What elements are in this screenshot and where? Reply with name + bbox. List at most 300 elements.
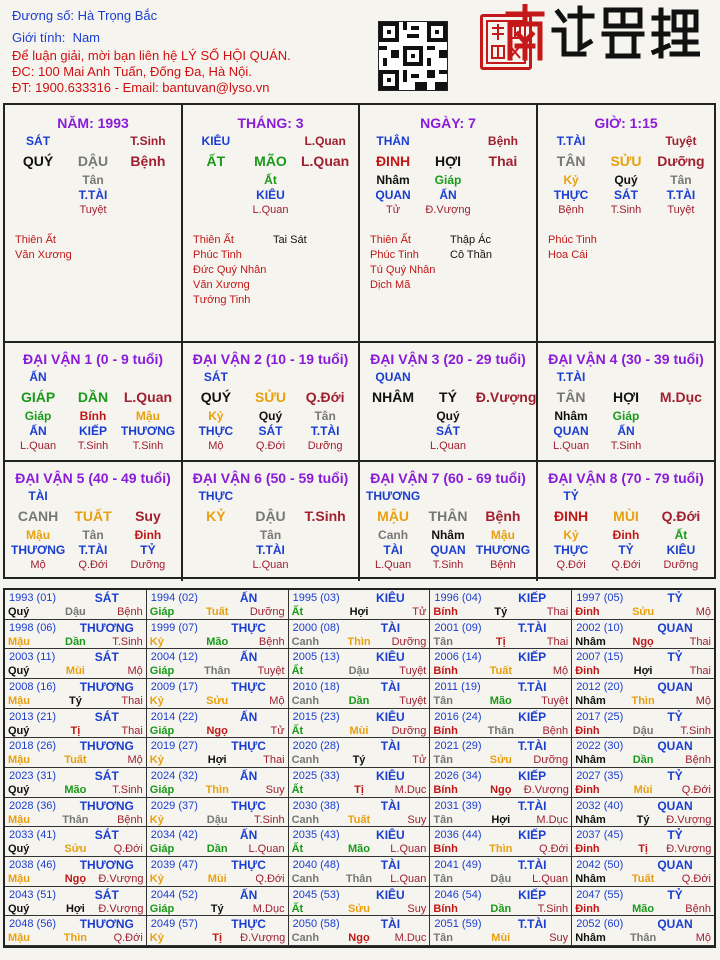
pillar-title: THÁNG: 3 (237, 115, 304, 131)
year-branch: Mão (489, 694, 512, 707)
pillar-top-row (5, 134, 181, 149)
dai-van-hidden-god (654, 424, 708, 439)
year-god: SÁT (94, 650, 119, 665)
year-detail (430, 931, 571, 945)
dai-van-hidden-god: T.TÀI (310, 424, 340, 438)
year-cell (430, 798, 572, 828)
year-head (289, 621, 430, 635)
dai-van-hidden-god: TÀI (383, 543, 403, 557)
star-bad (273, 278, 353, 293)
year-cell (147, 709, 289, 739)
qr-code-icon[interactable] (378, 21, 448, 91)
dai-van-hidden-stem: Tân (259, 528, 282, 542)
year-branch: Mão (64, 783, 87, 796)
year-cell (289, 916, 431, 946)
pillar-god-row (183, 188, 358, 203)
year-branch: Ngọ (490, 783, 512, 796)
year-branch: Thìn (63, 932, 87, 945)
dai-van-8 (538, 462, 714, 581)
year-stem: Đinh (575, 783, 600, 796)
pillar-main-row (360, 152, 536, 170)
dai-van-main-cell: SỬU (254, 389, 287, 405)
year-head (5, 591, 146, 605)
star-good: Thiên Ất (15, 234, 56, 246)
year-branch: Mùi (207, 872, 227, 885)
year-stem: Nhâm (575, 872, 606, 885)
year-label: 1994 (02) (150, 592, 198, 604)
year-state: Tuyệt (399, 694, 427, 707)
dai-van-main-row (360, 388, 536, 406)
year-cell (147, 798, 289, 828)
year-head (147, 621, 288, 635)
dai-van-main-cell: T.Sinh (304, 508, 346, 524)
dai-van-hidden-god: THƯƠNG (475, 543, 531, 557)
dai-van-7 (360, 462, 538, 581)
year-label: 2042 (50) (576, 858, 624, 871)
year-head (5, 650, 146, 664)
year-cell (572, 620, 714, 650)
year-stem: Canh (291, 872, 320, 885)
year-god: THỰC (231, 798, 266, 813)
phone-email-line[interactable]: ĐT: 1900.633316 - Email: bantuvan@lyso.vn (12, 80, 270, 95)
year-label: 2039 (47) (150, 858, 198, 871)
year-god: ẤN (239, 768, 258, 783)
year-cell (5, 798, 147, 828)
year-god: TỶ (667, 887, 683, 902)
year-state: Thai (689, 665, 711, 678)
year-label: 2044 (52) (150, 888, 198, 901)
year-state: L.Quan (390, 872, 427, 885)
year-stem: Quý (8, 843, 30, 856)
dai-van-hidden-row (183, 528, 358, 543)
year-branch: Mão (206, 635, 229, 648)
year-state: Dưỡng (391, 724, 427, 737)
year-stem: Ất (291, 783, 304, 796)
dai-van-main-row (5, 388, 181, 406)
star-bad (628, 248, 708, 263)
year-state: Q.Đới (255, 872, 285, 885)
dai-van-main-cell: Q.Đới (305, 389, 345, 405)
year-detail (289, 902, 430, 916)
pillar-main-cell: TÂN (556, 153, 586, 169)
pillar-state (11, 203, 65, 217)
year-cell (147, 887, 289, 917)
year-detail (5, 605, 146, 619)
year-branch: Tý (68, 694, 82, 707)
star-good: Thiên Ất (193, 234, 234, 246)
dai-van-main-cell: MÙI (613, 508, 639, 524)
pillar-state: Đ.Vượng (425, 204, 471, 216)
year-state: Q.Đới (681, 872, 711, 885)
year-detail (572, 872, 714, 886)
dai-van-3 (360, 343, 538, 462)
year-branch: Tý (352, 754, 366, 767)
year-god: TỶ (667, 591, 683, 605)
dai-van-6 (183, 462, 360, 581)
year-label: 2015 (23) (292, 710, 340, 723)
year-cell (572, 916, 714, 946)
pillar-main-row (538, 152, 714, 170)
dai-van-state: T.Sinh (610, 440, 642, 452)
dai-van-title: ĐẠI VẬN 3 (20 - 29 tuổi) (370, 351, 526, 367)
pillar-top-cell (421, 134, 475, 149)
dai-van-state-row (5, 558, 181, 572)
year-cell (430, 620, 572, 650)
year-god: THƯƠNG (79, 857, 134, 872)
dai-van-main-cell: Bệnh (485, 508, 521, 524)
year-cell (430, 679, 572, 709)
pillar-main-cell: Thai (488, 153, 518, 169)
star-row (193, 248, 353, 263)
dai-van-hidden-row (183, 409, 358, 424)
pillar-state (189, 203, 243, 217)
star-good: Đức Quý Nhân (193, 264, 267, 276)
pillar-top-cell: T.TÀI (556, 134, 586, 148)
year-label: 2005 (13) (292, 651, 340, 664)
dai-van-hidden-god: ẤN (29, 424, 47, 438)
star-bad (450, 278, 530, 293)
year-label: 2026 (34) (434, 769, 482, 782)
dai-van-2 (183, 343, 360, 462)
year-stem: Giáp (149, 665, 175, 678)
pillar-god-row (538, 188, 714, 203)
star-good: Tú Quý Nhân (370, 264, 436, 276)
year-god: T.TÀI (517, 917, 547, 932)
dai-van-hidden-stem: Mậu (135, 409, 160, 423)
year-god: T.TÀI (517, 739, 547, 754)
year-state: T.Sinh (112, 783, 143, 796)
dai-van-hidden-stem: Bính (79, 409, 107, 423)
year-state: Thai (546, 635, 569, 648)
pillar-hidden-stem: Ất (264, 173, 277, 187)
year-detail (289, 842, 430, 856)
year-state: M.Dục (394, 783, 427, 796)
year-detail (147, 664, 288, 678)
year-label: 1998 (06) (9, 621, 57, 634)
year-stem: Mậu (8, 872, 30, 885)
year-state: M.Dục (252, 902, 285, 915)
year-label: 2002 (10) (576, 621, 624, 634)
year-detail (5, 813, 146, 827)
year-stem: Nhâm (575, 813, 606, 826)
dai-van-god-row (538, 424, 714, 439)
year-branch: Dậu (65, 606, 86, 618)
pillar-top-cell: T.Sinh (130, 134, 166, 148)
dai-van-hidden-god: SÁT (435, 424, 460, 438)
year-god: THỰC (231, 620, 266, 635)
dai-van-hidden-row (360, 528, 536, 543)
year-god: KIÊU (376, 650, 405, 665)
year-god: QUAN (657, 798, 693, 813)
pillar-state: Tuyệt (667, 204, 695, 216)
pillar-state (298, 203, 352, 217)
year-god: THỰC (231, 917, 266, 932)
dai-van-top-row (538, 370, 714, 385)
year-stem: Kỷ (149, 754, 164, 767)
year-state: L.Quan (532, 872, 569, 885)
year-stem: Giáp (149, 843, 175, 856)
dai-van-hidden-stem (298, 528, 352, 543)
year-label: 2033 (41) (9, 829, 57, 842)
year-head (289, 828, 430, 842)
year-state: Dưỡng (533, 754, 569, 767)
pillar-hidden-stem: Nhâm (376, 173, 410, 187)
year-head (5, 769, 146, 783)
pillar-stars (370, 233, 530, 293)
year-state: Suy (549, 932, 569, 945)
dai-van-hidden-god: SÁT (258, 424, 283, 438)
dai-van-hidden-god (298, 543, 352, 558)
dai-van-top-row (538, 489, 714, 504)
pillar-main-cell: ẤT (206, 153, 226, 169)
year-god: KIẾP (518, 887, 547, 902)
dai-van-top-row (360, 489, 536, 504)
year-detail (147, 931, 288, 945)
year-cell (572, 709, 714, 739)
year-head (147, 828, 288, 842)
pillar-state: Tuyệt (79, 204, 107, 216)
pillar-god: T.TÀI (666, 188, 696, 202)
dai-van-hidden-stem: Nhâm (431, 528, 465, 542)
dai-van-title: ĐẠI VẬN 5 (40 - 49 tuổi) (15, 470, 171, 486)
dai-van-state-row (360, 558, 536, 572)
year-head (430, 858, 571, 872)
year-stem: Mậu (8, 635, 30, 648)
pillar-title: GIỜ: 1:15 (594, 115, 658, 131)
year-state: Đ.Vượng (98, 872, 144, 885)
year-detail (5, 635, 146, 649)
year-label: 2019 (27) (150, 740, 198, 753)
year-god: QUAN (657, 739, 693, 754)
dai-van-main-cell: TÂN (556, 389, 586, 405)
dai-van-state-row (538, 439, 714, 453)
star-good: Tướng Tinh (193, 294, 251, 306)
dai-van-hidden-stem: Kỷ (208, 409, 224, 423)
year-detail (572, 753, 714, 767)
year-head (430, 828, 571, 842)
year-state: Tử (412, 754, 427, 767)
year-cell (430, 857, 572, 887)
dai-van-hidden-row (5, 409, 181, 424)
dai-van-hidden-stem (189, 528, 243, 543)
year-stem: Tân (433, 635, 453, 648)
year-head (572, 917, 714, 931)
dai-van-title: ĐẠI VẬN 6 (50 - 59 tuổi) (192, 470, 349, 486)
year-branch: Dần (490, 902, 512, 915)
dai-van-god-row (183, 543, 358, 558)
year-detail (289, 605, 430, 619)
dai-van-hidden-god: T.TÀI (256, 543, 285, 557)
year-label: 2004 (12) (150, 651, 198, 664)
year-branch: Tý (494, 606, 508, 618)
year-god: QUAN (657, 679, 693, 694)
year-branch: Thân (204, 665, 231, 678)
year-state: Mộ (695, 932, 711, 945)
pillar-top-cell (66, 134, 120, 149)
pillar-god: T.TÀI (78, 188, 108, 202)
year-head (147, 799, 288, 813)
dai-van-hidden-god: THƯƠNG (11, 543, 66, 557)
year-branch: Tuất (205, 606, 229, 618)
pillar-month (183, 105, 360, 343)
year-label: 2035 (43) (292, 829, 340, 842)
dai-van-title: ĐẠI VẬN 4 (30 - 39 tuổi) (548, 351, 704, 367)
dai-van-hidden-row (538, 409, 714, 424)
dai-van-state: L.Quan (252, 559, 289, 571)
dai-van-god-row (360, 543, 536, 558)
year-detail (147, 902, 288, 916)
dai-van-4 (538, 343, 714, 462)
dai-van-hidden-god: THỰC (553, 543, 589, 557)
year-branch: Mão (632, 902, 655, 915)
year-label: 2024 (32) (150, 769, 198, 782)
year-god: TÀI (380, 798, 401, 813)
year-god: QUAN (657, 620, 693, 635)
year-cell (572, 857, 714, 887)
year-branch: Dậu (206, 813, 228, 826)
pillar-god: KIÊU (256, 188, 285, 202)
dai-van-state-row (538, 558, 714, 572)
dai-van-state-row (360, 439, 536, 453)
year-branch: Ngọ (206, 724, 228, 737)
dai-van-state: T.Sinh (132, 440, 164, 452)
year-stem: Đinh (575, 665, 600, 678)
dai-van-hidden-row (360, 409, 536, 424)
year-god: ẤN (239, 591, 258, 605)
year-stem: Quý (8, 783, 30, 796)
star-good: Thiên Ất (370, 234, 411, 246)
year-cell (5, 620, 147, 650)
year-branch: Dậu (632, 724, 654, 737)
star-good: Phúc Tinh (193, 249, 242, 261)
year-label: 2020 (28) (292, 740, 340, 753)
year-label: 2041 (49) (434, 858, 482, 871)
year-label: 2048 (56) (9, 918, 57, 931)
dai-van-title: ĐẠI VẬN 8 (70 - 79 tuổi) (548, 470, 704, 486)
year-detail (147, 724, 288, 738)
year-stem: Kỷ (149, 635, 164, 648)
dai-van-hidden-stem: Đinh (612, 528, 640, 542)
owner-line (12, 8, 157, 24)
dai-van-title: ĐẠI VẬN 1 (0 - 9 tuổi) (22, 351, 163, 367)
year-detail (5, 902, 146, 916)
pillar-god (298, 188, 352, 203)
year-branch: Sửu (206, 694, 229, 707)
dai-van-hidden-god (189, 543, 243, 558)
year-god: ẤN (239, 887, 258, 902)
year-detail (430, 872, 571, 886)
star-bad (450, 263, 530, 278)
dai-van-hidden-stem (366, 409, 420, 424)
year-branch: Tị (354, 783, 364, 796)
year-state: Bệnh (685, 902, 711, 915)
year-cell (572, 738, 714, 768)
year-cell (430, 827, 572, 857)
year-god: TÀI (380, 857, 401, 872)
year-stem: Giáp (149, 724, 175, 737)
dai-van-state: Dưỡng (663, 559, 699, 571)
year-stem: Canh (291, 754, 320, 767)
year-detail (147, 783, 288, 797)
year-head (430, 888, 571, 902)
dai-van-main-cell: CANH (17, 508, 59, 524)
year-detail (147, 842, 288, 856)
year-head (289, 591, 430, 605)
year-label: 1995 (03) (292, 592, 340, 604)
year-state: Đ.Vượng (98, 902, 144, 915)
pillar-main-row (183, 152, 358, 170)
year-head (430, 799, 571, 813)
year-label: 2014 (22) (150, 710, 198, 723)
pillar-top-cell: Tuyệt (665, 134, 697, 148)
dai-van-main-cell: L.Quan (123, 389, 173, 405)
year-stem: Tân (433, 754, 453, 767)
dai-van-hidden-god: TỶ (140, 543, 156, 557)
year-cell (430, 649, 572, 679)
year-god: T.TÀI (517, 798, 547, 813)
year-cell (5, 916, 147, 946)
year-god: TÀI (380, 739, 401, 754)
dai-van-hidden-stem: Tân (314, 409, 336, 423)
year-branch: Tuất (347, 813, 371, 826)
pillar-main-cell: Dưỡng (657, 153, 705, 169)
pillar-day (360, 105, 538, 343)
year-god: TÀI (380, 620, 401, 635)
year-state: Bệnh (685, 754, 711, 767)
year-state: T.Sinh (254, 813, 285, 826)
dai-van-god: THƯƠNG (366, 489, 421, 503)
brand-logo-glyphs (500, 4, 700, 64)
year-cell (5, 887, 147, 917)
year-god: KIÊU (376, 709, 405, 724)
star-row (370, 263, 530, 278)
year-stem: Quý (8, 665, 30, 678)
dai-van-hidden-god: THƯƠNG (120, 424, 176, 438)
dai-van-main-row (183, 507, 358, 525)
year-detail (572, 664, 714, 678)
year-stem: Bính (433, 606, 458, 618)
pillar-top-cell: Bệnh (487, 134, 518, 148)
dai-van-hidden-stem: Mậu (490, 528, 515, 542)
year-head (5, 621, 146, 635)
pillar-state: Tử (386, 204, 401, 216)
year-head (5, 710, 146, 724)
year-god: THỰC (231, 857, 266, 872)
year-stem: Nhâm (575, 635, 606, 648)
dai-van-state: Mộ (208, 440, 224, 452)
year-head (289, 710, 430, 724)
year-state: M.Dục (394, 932, 427, 945)
pillar-state (476, 203, 530, 217)
pillar-hidden-stem (298, 173, 352, 188)
year-state: Q.Đới (538, 843, 569, 856)
year-state: Bệnh (258, 635, 285, 648)
year-branch: Tị (638, 843, 648, 856)
dai-van-god-row (5, 543, 181, 558)
year-label: 2018 (26) (9, 740, 57, 753)
year-branch: Thìn (347, 635, 371, 648)
dai-van-hidden-row (5, 528, 181, 543)
year-god: TỶ (667, 709, 683, 724)
year-god: THƯƠNG (79, 679, 134, 694)
address-line: ĐC: 100 Mai Anh Tuấn, Đống Đa, Hà Nội. (12, 64, 252, 79)
year-state: Mộ (127, 754, 143, 767)
year-state: Suy (407, 813, 427, 826)
dai-van-top-row (5, 370, 181, 385)
year-head (572, 769, 714, 783)
year-stem: Kỷ (149, 872, 164, 885)
year-cell (5, 649, 147, 679)
